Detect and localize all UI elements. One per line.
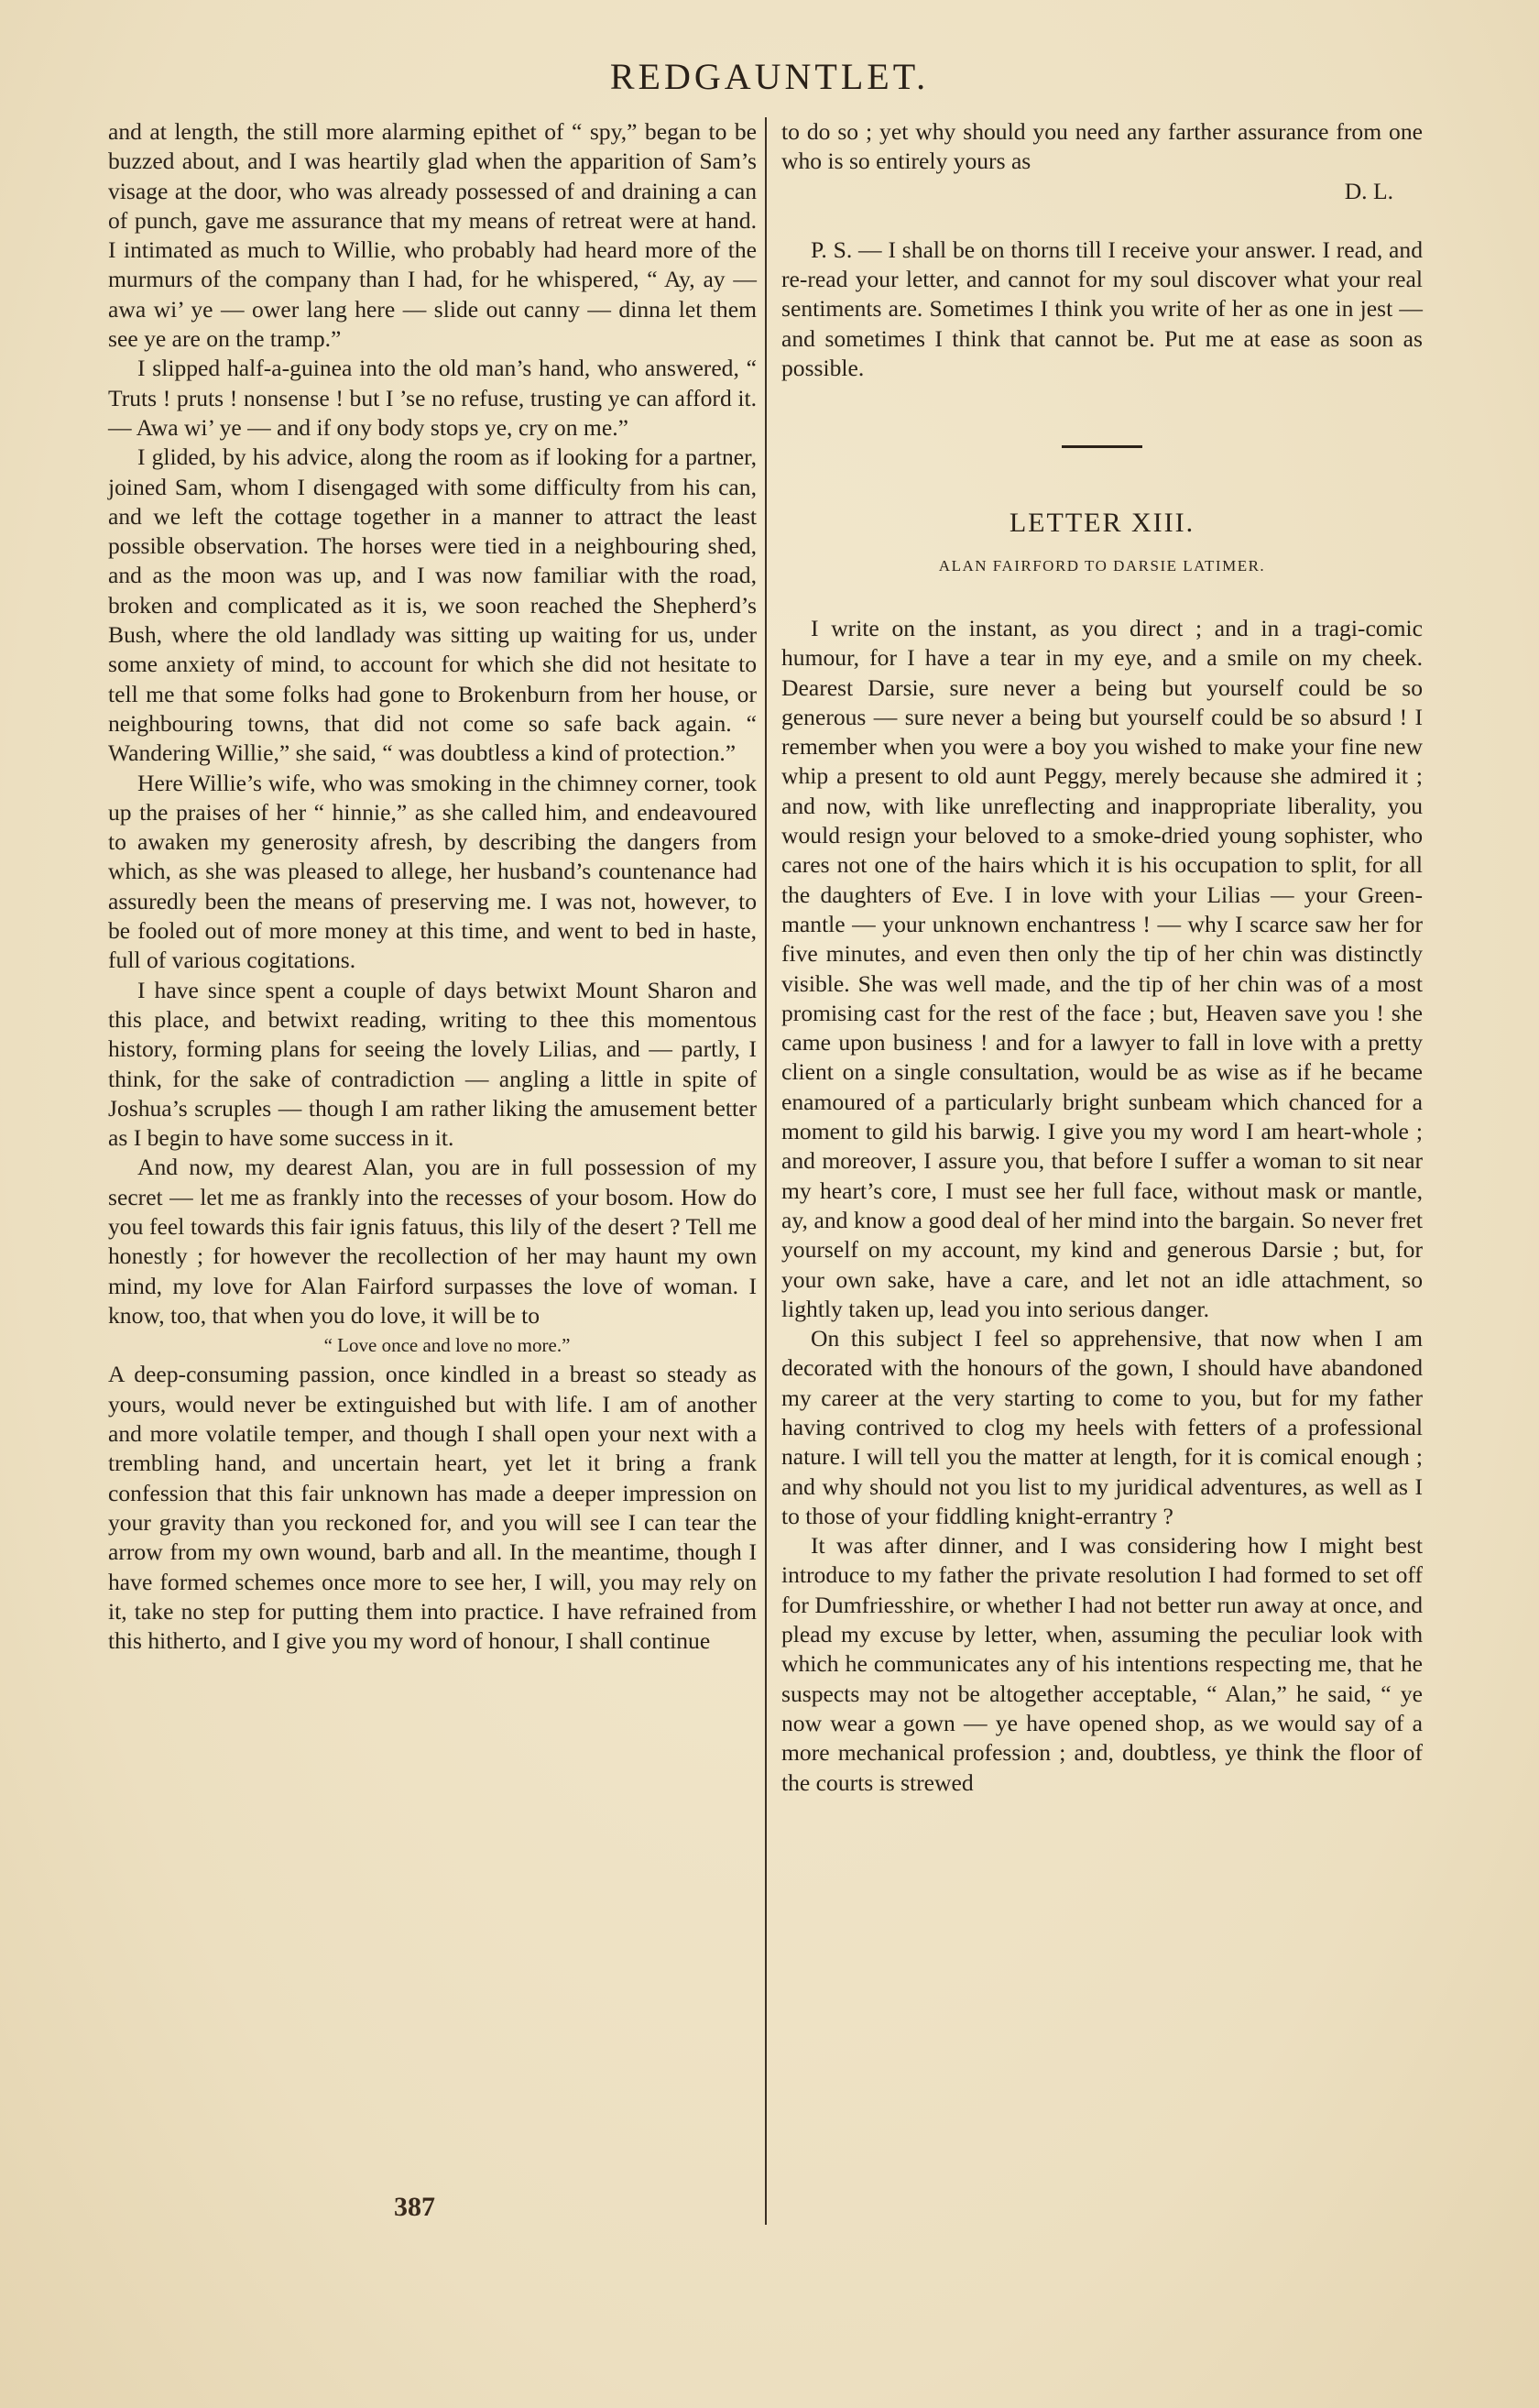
left-paragraph-3: I glided, by his advice, along the room as if looking for a partner, joined Sam, whom I disengaged with some difficulty from his can, and we left the cottage together in a manner to attract the least possible observation. The horses were tied in a neighbouring shed, and as the moon was up, and I was now familiar with the road, broken and complicated as it is, we soon reached the Shepherd’s Bush, where the old landlady was sitting up waiting for us, under some anxiety of mind, to account for which she did not hesitate to tell me that some folks had gone to Brokenburn from her house, or neighbouring towns, that did not come so safe back again. “ Wandering Willie,” she said, “ was doubtless a kind of protection.” [108,443,757,767]
letter-subtitle: ALAN FAIRFORD TO DARSIE LATIMER. [938,556,1266,575]
right-paragraph-2: I write on the instant, as you direct ; and in a tragi-comic humour, for I have a tear in my eye, and a smile on my cheek. Dearest Darsie, sure never a being but yourself could be so generous — sure never a being but yourself could be so absurd ! I remember when you were a boy you wished to make your fine new whip a present to old aunt Peggy, merely because she admired it ; and now, with like unreflecting and inappropriate liberality, you would resign your beloved to a smoke-dried young sophister, who cares not one of the hairs which it is his occupation to split, for all the daughters of Eve. I in love with your Lilias — your Green-mantle — your unknown enchantress ! — why I scarce saw her for five minutes, and even then only the tip of her chin was distinctly visible. She was well made, and the tip of her chin was of a most promising cast for the rest of the face ; but, Heaven save you ! she came upon business ! and for a lawyer to fall in love with a pretty client on a single consultation, would be as wise as if he became enamoured of a particularly bright sunbeam which chanced for a moment to gild his barwig. I give you my word I am heart-whole ; and moreover, I assure you, that before I suffer a woman to sit near my heart’s core, I must see her full face, without mask or mantle, ay, and know a good deal of her mind into the bargain. So never fret yourself on my account, my kind and generous Darsie ; but, for your own sake, have a care, and let not an idle attachment, so lightly taken up, lead you into serious danger. [781,614,1423,1322]
right-paragraph-1: to do so ; yet why should you need any farther assurance from one who is so entirely yours as [781,118,1423,175]
section-divider [1062,445,1142,448]
running-head: REDGAUNTLET. [609,56,930,97]
left-paragraph-5: I have since spent a couple of days betwixt Mount Sharon and this place, and betwixt reading, writing to thee this momentous history, forming plans for seeing the lovely Lilias, and — partly, I think, for the sake of contradiction — angling a little in spite of Joshua’s scruples — though I am rather liking the amusement better as I begin to have some success in it. [108,976,757,1152]
right-paragraph-4: It was after dinner, and I was considering how I might best introduce to my father the private resolution I had formed to set off for Dumfriesshire, or whether I had not better run away at once, and plead my excuse by letter, when, assuming the peculiar look with which he communicates any of his intentions respecting me, that he suspects may not be altogether acceptable, “ Alan,” he said, “ ye now wear a gown — ye have opened shop, as we would say of a more mechanical profession ; and, doubtless, ye think the floor of the courts is strewed [781,1532,1423,1796]
column-rule [765,117,767,2225]
letter-signature: D. L. [1344,177,1393,204]
letter-title: LETTER XIII. [1009,508,1195,539]
left-paragraph-7: A deep-consuming passion, once kindled in a breast so steady as yours, would never be extinguished but with life. I am of another and more volatile temper, and though I shall open your next with a trembling hand, and uncertain heart, yet let it bring a frank confession that this fair unknown has made a deeper impression on your gravity than you reckoned for, and you will see I can tear the arrow from my own wound, barb and all. In the meantime, though I have formed schemes once more to see her, I will, you may rely on it, take no step for putting them into practice. I have refrained from this hitherto, and I give you my word of honour, I shall continue [108,1361,757,1655]
left-paragraph-1: and at length, the still more alarming epithet of “ spy,” began to be buzzed about, and I was heartily glad when the apparition of Sam’s visage at the door, who was already possessed of and draining a can of punch, gave me assurance that my means of retreat were at hand. I intimated as much to Willie, who probably had heard more of the murmurs of the company than I had, for he whispered, “ Ay, ay — awa wi’ ye — ower lang here — slide out canny — dinna let them see ye are on the tramp.” [108,118,757,353]
postscript: P. S. — I shall be on thorns till I receive your answer. I read, and re-read your letter, and cannot for my soul discover what your real sentiments are. Sometimes I think you write of her as one in jest — and sometimes I think that cannot be. Put me at ease as soon as possible. [781,235,1423,382]
page-number: 387 [394,2192,435,2222]
left-paragraph-4: Here Willie’s wife, who was smoking in the chimney corner, took up the praises of her “ hinnie,” as she called him, and endeavoured to awaken my generosity afresh, by describing the dangers from which, as she was pleased to allege, her husband’s countenance had assuredly been the means of preserving me. I was not, however, to be fooled out of more money at this time, and went to bed in haste, full of various cogitations. [108,769,757,974]
right-column [781,117,1423,1798]
left-paragraph-2: I slipped half-a-guinea into the old man’s hand, who answered, “ Truts ! pruts ! nonsense ! but I ’se no refuse, trusting ye can afford it. — Awa wi’ ye — and if ony body stops ye, cry on me.” [108,355,757,441]
verse-quote: “ Love once and love no more.” [323,1334,571,1357]
left-paragraph-6: And now, my dearest Alan, you are in full possession of my secret — let me as frankly into the recesses of your bosom. How do you feel towards this fair ignis fatuus, this lily of the desert ? Tell me honestly ; for however the recollection of her may haunt my own mind, my love for Alan Fairford surpasses the love of woman. I know, too, that when you do love, it will be to [108,1154,757,1329]
right-paragraph-3: On this subject I feel so apprehensive, that now when I am decorated with the honours of the gown, I should have abandoned my career at the very starting to come to you, but for my father having contrived to clog my heels with fetters of a professional nature. I will tell you the matter at length, for it is comical enough ; and why should not you list to my juridical adventures, as well as I to those of your fiddling knight-errantry ? [781,1325,1423,1529]
left-column [108,117,757,1656]
